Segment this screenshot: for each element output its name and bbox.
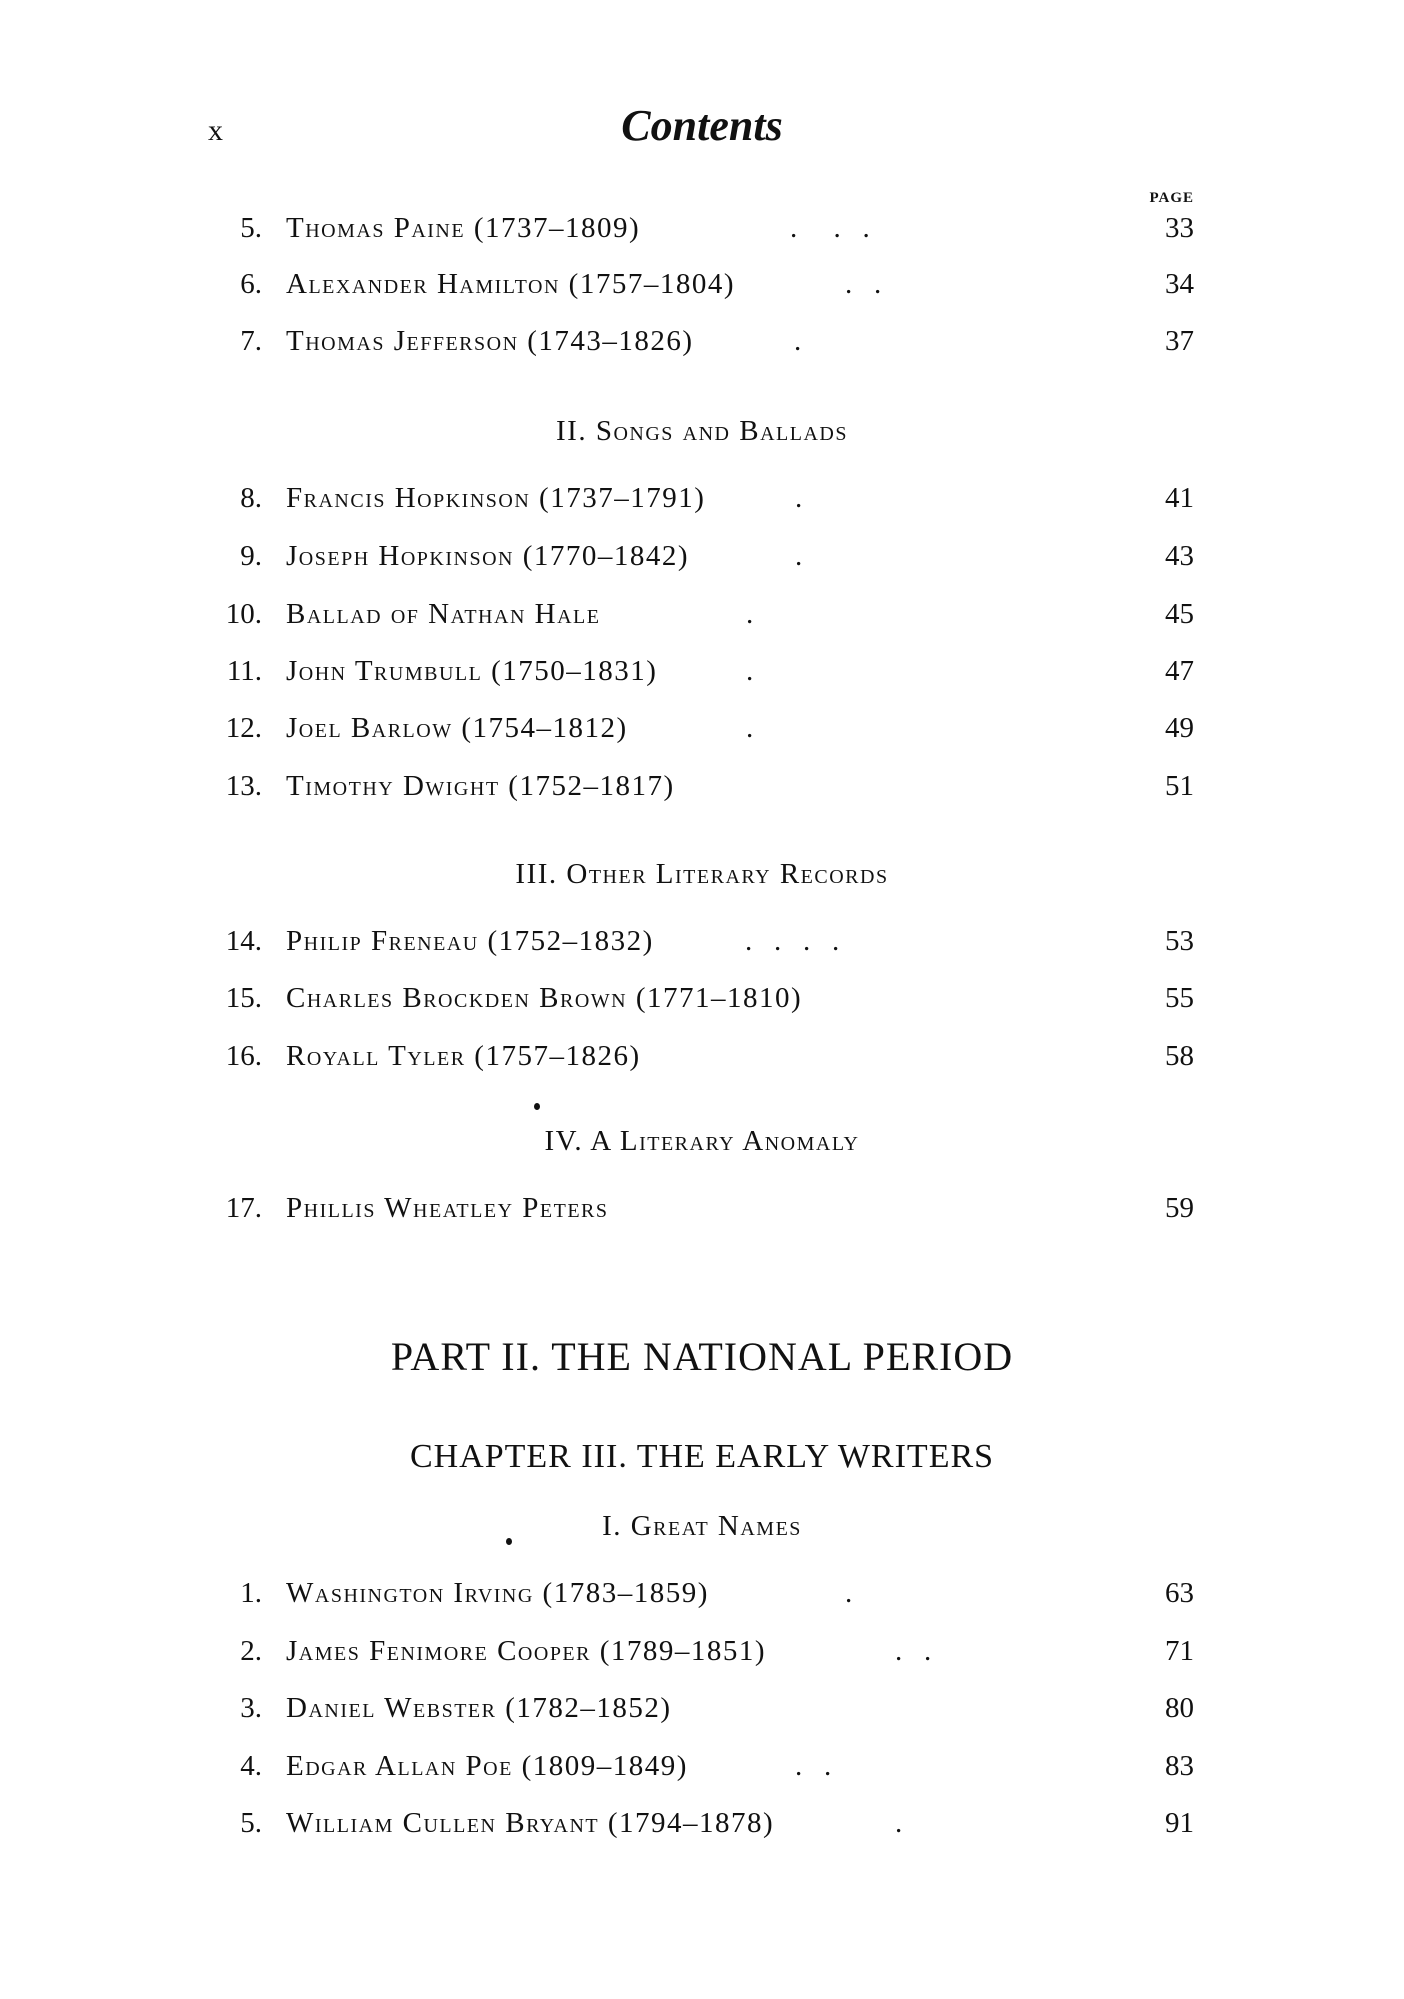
entry-number: 4.	[240, 1750, 262, 1782]
toc-entry	[0, 212, 1404, 256]
entry-title: Washington Irving (1783–1859)	[286, 1577, 709, 1609]
toc-entry	[0, 482, 1404, 526]
toc-entry	[0, 1192, 1404, 1236]
entry-page: 51	[1165, 770, 1194, 802]
leader-dots: .	[795, 540, 803, 572]
entry-number: 5.	[240, 1807, 262, 1839]
entry-page: 58	[1165, 1040, 1194, 1072]
toc-entry	[0, 1635, 1404, 1679]
toc-entry	[0, 655, 1404, 699]
toc-entry	[0, 540, 1404, 584]
entry-page: 53	[1165, 925, 1194, 957]
entry-page: 45	[1165, 598, 1194, 630]
chapter-heading: CHAPTER III. THE EARLY WRITERS	[409, 1438, 995, 1475]
entry-title: Ballad of Nathan Hale	[286, 598, 601, 630]
toc-entry	[0, 1040, 1404, 1084]
section-heading-a-literary-anomaly: IV. A Literary Anomaly	[544, 1125, 860, 1157]
entry-title: William Cullen Bryant (1794–1878)	[286, 1807, 775, 1839]
toc-entry	[0, 1577, 1404, 1621]
leader-dots: .	[895, 1807, 903, 1839]
leader-dots: .	[746, 598, 754, 630]
leader-dots: .	[746, 655, 754, 687]
entry-number: 7.	[240, 325, 262, 357]
leader-dots: .	[746, 712, 754, 744]
entry-title: Daniel Webster (1782–1852)	[286, 1692, 672, 1724]
entry-page: 59	[1165, 1192, 1194, 1224]
entry-page: 37	[1165, 325, 1194, 357]
entry-number: 5.	[240, 212, 262, 244]
toc-entry	[0, 1692, 1404, 1736]
stray-print-mark	[534, 1103, 540, 1110]
part-heading: PART II. THE NATIONAL PERIOD	[390, 1334, 1014, 1379]
entry-page: 63	[1165, 1577, 1194, 1609]
entry-page: 91	[1165, 1807, 1194, 1839]
toc-entry	[0, 268, 1404, 312]
page-column-label: PAGE	[1149, 190, 1194, 206]
leader-dots: . .	[795, 1750, 832, 1782]
entry-title: John Trumbull (1750–1831)	[286, 655, 658, 687]
toc-entry	[0, 770, 1404, 814]
leader-dots: . . .	[790, 212, 870, 244]
entry-number: 6.	[240, 268, 262, 300]
entry-number: 3.	[240, 1692, 262, 1724]
entry-page: 80	[1165, 1692, 1194, 1724]
entry-title: Charles Brockden Brown (1771–1810)	[286, 982, 803, 1014]
leader-dots: . . . .	[745, 925, 840, 957]
entry-title: Alexander Hamilton (1757–1804)	[286, 268, 735, 300]
entry-number: 13.	[225, 770, 262, 802]
entry-number: 9.	[240, 540, 262, 572]
entry-number: 15.	[225, 982, 262, 1014]
toc-entry	[0, 1807, 1404, 1851]
entry-title: Thomas Jefferson (1743–1826)	[286, 325, 694, 357]
entry-number: 16.	[225, 1040, 262, 1072]
toc-entry	[0, 598, 1404, 642]
entry-title: Timothy Dwight (1752–1817)	[286, 770, 675, 802]
section-heading-songs-and-ballads: II. Songs and Ballads	[556, 415, 848, 447]
leader-dots: . .	[845, 268, 882, 300]
toc-entry	[0, 982, 1404, 1026]
entry-number: 8.	[240, 482, 262, 514]
entry-number: 10.	[225, 598, 262, 630]
entry-number: 1.	[240, 1577, 262, 1609]
entry-title: Royall Tyler (1757–1826)	[286, 1040, 641, 1072]
section-heading-other-literary-records: III. Other Literary Records	[515, 858, 889, 890]
toc-entry	[0, 325, 1404, 369]
toc-entry	[0, 712, 1404, 756]
leader-dots: .	[795, 482, 803, 514]
entry-page: 49	[1165, 712, 1194, 744]
entry-page: 33	[1165, 212, 1194, 244]
toc-entry	[0, 925, 1404, 969]
entry-page: 47	[1165, 655, 1194, 687]
entry-page: 71	[1165, 1635, 1194, 1667]
folio-roman-numeral: x	[208, 114, 223, 147]
entry-title: Philip Freneau (1752–1832)	[286, 925, 654, 957]
entry-number: 11.	[226, 655, 262, 687]
entry-number: 12.	[225, 712, 262, 744]
entry-number: 17.	[225, 1192, 262, 1224]
entry-title: Phillis Wheatley Peters	[286, 1192, 609, 1224]
entry-title: Thomas Paine (1737–1809)	[286, 212, 641, 244]
entry-page: 83	[1165, 1750, 1194, 1782]
toc-entry	[0, 1750, 1404, 1794]
entry-page: 41	[1165, 482, 1194, 514]
running-title: Contents	[621, 101, 783, 150]
leader-dots: .	[845, 1577, 853, 1609]
entry-title: Joseph Hopkinson (1770–1842)	[286, 540, 690, 572]
entry-title: Francis Hopkinson (1737–1791)	[286, 482, 706, 514]
entry-number: 2.	[240, 1635, 262, 1667]
entry-title: Edgar Allan Poe (1809–1849)	[286, 1750, 688, 1782]
entry-title: James Fenimore Cooper (1789–1851)	[286, 1635, 767, 1667]
entry-number: 14.	[225, 925, 262, 957]
leader-dots: . .	[895, 1635, 932, 1667]
section-heading-great-names: I. Great Names	[602, 1510, 802, 1542]
entry-page: 55	[1165, 982, 1194, 1014]
entry-page: 43	[1165, 540, 1194, 572]
leader-dots: .	[794, 325, 802, 357]
entry-title: Joel Barlow (1754–1812)	[286, 712, 628, 744]
entry-page: 34	[1165, 268, 1194, 300]
